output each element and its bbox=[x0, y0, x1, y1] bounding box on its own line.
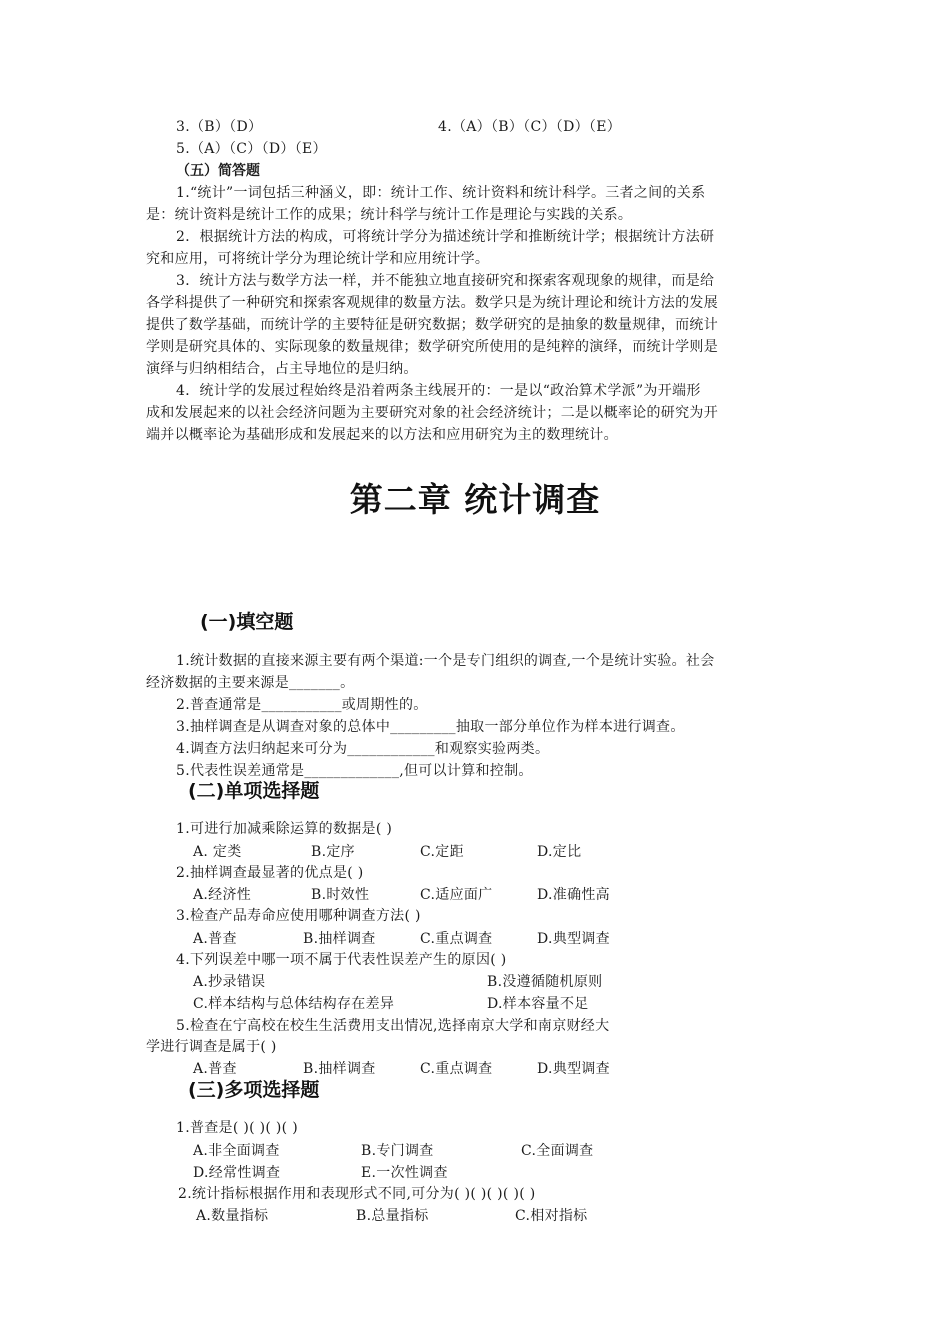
option-a: A.数量指标 bbox=[196, 1208, 269, 1224]
single-choice-q2: 2.抽样调查最显著的优点是( ) bbox=[176, 865, 364, 881]
single-choice-heading: (二)单项选择题 bbox=[188, 780, 320, 802]
option-a: A.普查 bbox=[193, 1061, 237, 1077]
option-c: C.相对指标 bbox=[515, 1208, 588, 1224]
option-b: B.时效性 bbox=[311, 887, 370, 903]
option-a: A.经济性 bbox=[193, 887, 252, 903]
fill-blank-q5: 5.代表性误差通常是_____________,但可以计算和控制。 bbox=[176, 763, 533, 779]
multi-choice-heading: (三)多项选择题 bbox=[188, 1079, 320, 1101]
multi-choice-q2: 2.统计指标根据作用和表现形式不同,可分为( )( )( )( )( ) bbox=[178, 1186, 536, 1202]
option-d: D.经常性调查 bbox=[193, 1165, 281, 1181]
fill-blank-q3: 3.抽样调查是从调查对象的总体中_________抽取一部分单位作为样本进行调查。 bbox=[176, 719, 685, 735]
short-answer-p2-line: 2．根据统计方法的构成，可将统计学分为描述统计学和推断统计学；根据统计方法研 bbox=[176, 229, 715, 245]
option-c: C.重点调查 bbox=[420, 1061, 493, 1077]
single-choice-q4: 4.下列误差中哪一项不属于代表性误差产生的原因( ) bbox=[176, 952, 507, 968]
single-choice-q1: 1.可进行加减乘除运算的数据是( ) bbox=[176, 821, 393, 837]
fill-blank-q1-line: 经济数据的主要来源是_______。 bbox=[146, 675, 355, 691]
option-d: D.定比 bbox=[537, 844, 582, 860]
single-choice-q3: 3.检查产品寿命应使用哪种调查方法( ) bbox=[176, 908, 421, 924]
short-answer-p3-line: 提供了数学基础，而统计学的主要特征是研究数据；数学研究的是抽象的数量规律，而统计 bbox=[146, 317, 718, 333]
answer-line-5: 5.（A）（C）（D）（E） bbox=[176, 141, 327, 157]
answer-line-4: 4.（A）（B）（C）（D）（E） bbox=[438, 119, 622, 135]
multi-choice-q1: 1.普查是( )( )( )( ) bbox=[176, 1120, 298, 1136]
option-c: C.样本结构与总体结构存在差异 bbox=[193, 996, 395, 1012]
short-answer-p3-line: 学则是研究具体的、实际现象的数量规律；数学研究所使用的是纯粹的演绎，而统计学则是 bbox=[146, 339, 718, 355]
option-a: A.非全面调查 bbox=[193, 1143, 280, 1159]
option-c: C.重点调查 bbox=[420, 931, 493, 947]
short-answer-p4-line: 端并以概率论为基础形成和发展起来的以方法和应用研究为主的数理统计。 bbox=[146, 427, 618, 443]
fill-blank-q4: 4.调查方法归纳起来可分为____________和观察实验两类。 bbox=[176, 741, 550, 757]
option-b: B.没遵循随机原则 bbox=[487, 974, 603, 990]
short-answer-p4-line: 4．统计学的发展过程始终是沿着两条主线展开的：一是以“政治算术学派”为开端形 bbox=[176, 383, 701, 399]
fill-blank-heading: (一)填空题 bbox=[200, 611, 294, 633]
short-answer-p4-line: 成和发展起来的以社会经济问题为主要研究对象的社会经济统计；二是以概率论的研究为开 bbox=[146, 405, 718, 421]
option-b: B.抽样调查 bbox=[303, 931, 376, 947]
single-choice-q5-cont: 学进行调查是属于( ) bbox=[146, 1039, 277, 1055]
option-b: B.定序 bbox=[311, 844, 355, 860]
short-answer-p1-line: 1.“统计”一词包括三种涵义，即：统计工作、统计资料和统计科学。三者之间的关系 bbox=[176, 185, 706, 201]
option-b: B.总量指标 bbox=[356, 1208, 429, 1224]
option-c: C.全面调查 bbox=[521, 1143, 594, 1159]
option-d: D.准确性高 bbox=[537, 887, 610, 903]
short-answer-p1-line: 是：统计资料是统计工作的成果；统计科学与统计工作是理论与实践的关系。 bbox=[146, 207, 633, 223]
option-d: D.典型调查 bbox=[537, 1061, 610, 1077]
option-b: B.专门调查 bbox=[361, 1143, 434, 1159]
option-a: A.普查 bbox=[193, 931, 237, 947]
option-c: C.定距 bbox=[420, 844, 464, 860]
option-e: E.一次性调查 bbox=[361, 1165, 448, 1181]
fill-blank-q1-line: 1.统计数据的直接来源主要有两个渠道:一个是专门组织的调查,一个是统计实验。社会 bbox=[176, 653, 715, 669]
option-a: A.抄录错误 bbox=[193, 974, 266, 990]
short-answer-heading: （五）简答题 bbox=[176, 163, 260, 179]
option-d: D.典型调查 bbox=[537, 931, 610, 947]
option-c: C.适应面广 bbox=[420, 887, 493, 903]
option-b: B.抽样调查 bbox=[303, 1061, 376, 1077]
option-d: D.样本容量不足 bbox=[487, 996, 589, 1012]
short-answer-p3-line: 各学科提供了一种研究和探索客观规律的数量方法。数学只是为统计理论和统计方法的发展 bbox=[146, 295, 718, 311]
option-a: A. 定类 bbox=[193, 844, 242, 860]
chapter-title: 第二章 统计调查 bbox=[349, 480, 601, 519]
fill-blank-q2: 2.普查通常是___________或周期性的。 bbox=[176, 697, 428, 713]
answer-line-3: 3.（B）（D） bbox=[176, 119, 263, 135]
single-choice-q5: 5.检查在宁高校在校生生活费用支出情况,选择南京大学和南京财经大 bbox=[176, 1018, 610, 1034]
short-answer-p3-line: 演绎与归纳相结合，占主导地位的是归纳。 bbox=[146, 361, 418, 377]
short-answer-p2-line: 究和应用，可将统计学分为理论统计学和应用统计学。 bbox=[146, 251, 490, 267]
short-answer-p3-line: 3．统计方法与数学方法一样，并不能独立地直接研究和探索客观现象的规律，而是给 bbox=[176, 273, 715, 289]
